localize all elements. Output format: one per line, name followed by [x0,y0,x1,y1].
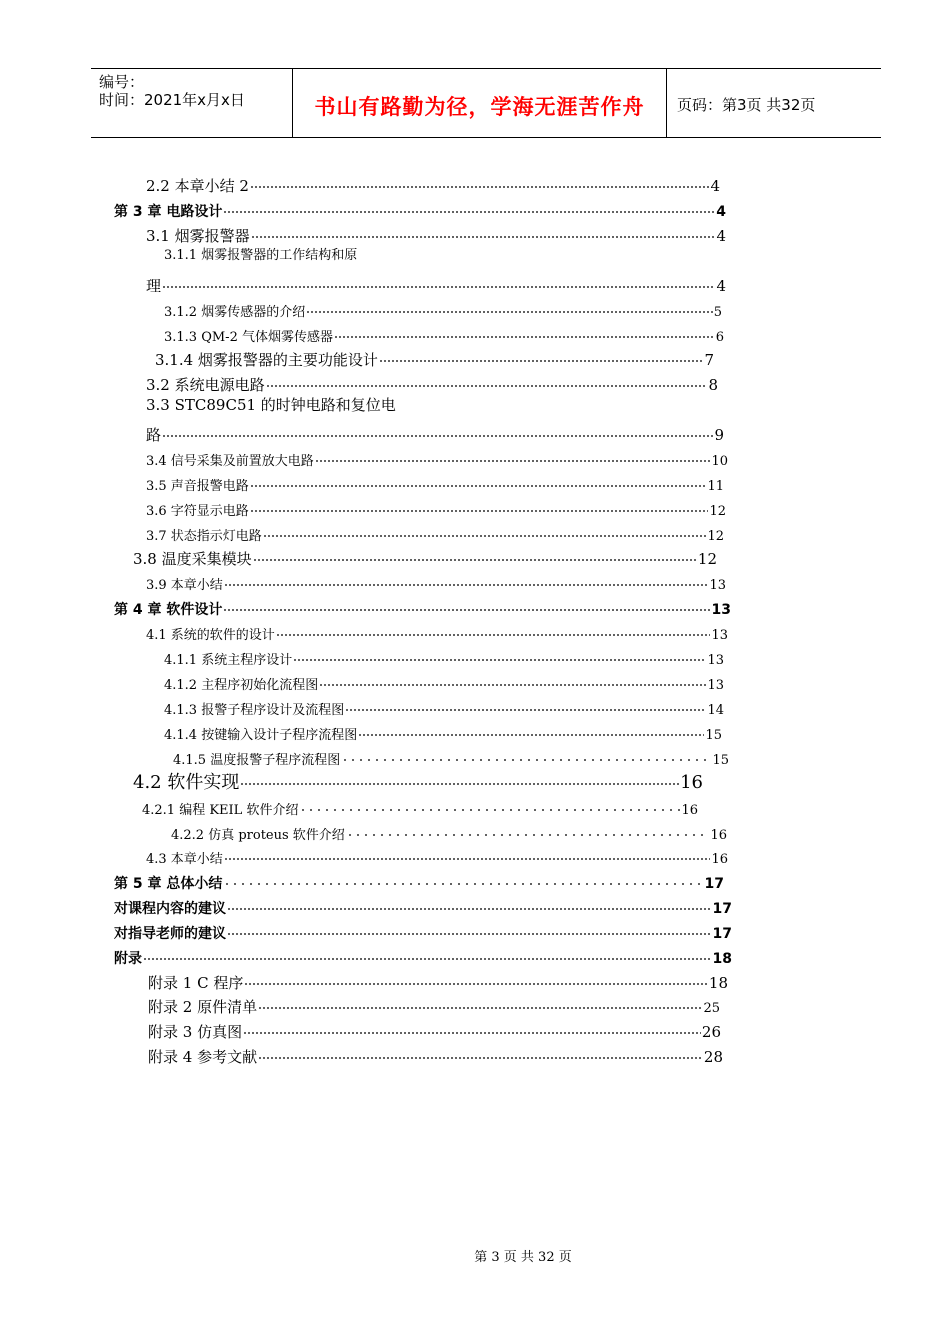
toc-entry: 3.9 本章小结 13 [146,569,726,589]
toc-entry: 3.1 烟雾报警器 4 [146,221,726,241]
toc-entry: 4.2.1 编程 KEIL 软件介绍 16 [142,794,698,814]
motto: 书山有路勤为径，学海无涯苦作舟 [314,95,645,119]
toc-entry: 4.1 系统的软件的设计 13 [146,619,728,639]
toc-entry: 4.1.5 温度报警子程序流程图 15 [173,744,729,764]
toc-entry: 3.8 温度采集模块 12 [133,544,717,564]
toc-entry: 附录 1 C 程序 18 [148,968,728,988]
toc-chapter: 对指导老师的建议 17 [114,918,732,938]
toc-entry: 路 9 [146,420,724,440]
toc-entry: 4.2 软件实现 16 [133,768,703,788]
toc-entry: 3.2 系统电源电路 8 [146,370,718,390]
toc-entry: 3.5 声音报警电路 11 [146,470,724,490]
page-info: 页码：第3页 共32页 [677,96,816,114]
toc-entry: 4.1.4 按键输入设计子程序流程图 15 [164,719,722,739]
toc-entry: 3.1.2 烟雾传感器的介绍 5 [164,296,722,316]
toc-entry: 3.1.4 烟雾报警器的主要功能设计 7 [155,345,714,365]
toc-chapter: 第 4 章 软件设计 13 [114,594,731,614]
toc-entry: 附录 4 参考文献 28 [148,1042,723,1062]
toc-chapter: 第 3 章 电路设计 4 [114,196,726,216]
toc-entry: 4.1.1 系统主程序设计 13 [164,644,724,664]
toc-entry: 3.7 状态指示灯电路 12 [146,520,724,540]
toc-chapter: 附录 18 [114,943,732,963]
number-label: 编号： [99,73,145,91]
toc-entry: 4.2.2 仿真 proteus 软件介绍 16 [171,819,727,839]
toc-entry: 3.3 STC89C51 的时钟电路和复位电 [146,396,396,414]
toc-entry: 3.6 字符显示电路 12 [146,495,726,515]
toc-entry: 2.2 本章小结 2 4 [146,171,720,191]
toc-chapter: 对课程内容的建议 17 [114,893,732,913]
toc-entry: 4.3 本章小结 16 [146,843,728,863]
toc-entry: 3.1.1 烟雾报警器的工作结构和原 [164,248,358,263]
toc-entry: 附录 2 原件清单 25 [148,992,720,1012]
page-footer: 第 3 页 共 32 页 [474,1250,572,1265]
toc-entry: 理 4 [146,271,726,291]
toc-chapter: 第 5 章 总体小结 17 [114,868,724,888]
toc-entry: 3.1.3 QM-2 气体烟雾传感器 6 [164,321,724,341]
toc-entry: 附录 3 仿真图 26 [148,1017,721,1037]
toc-entry: 4.1.3 报警子程序设计及流程图 14 [164,694,724,714]
toc-entry: 4.1.2 主程序初始化流程图 13 [164,669,724,689]
toc-entry: 3.4 信号采集及前置放大电路 10 [146,445,728,465]
time-label: 时间：2021年x月x日 [99,91,245,109]
